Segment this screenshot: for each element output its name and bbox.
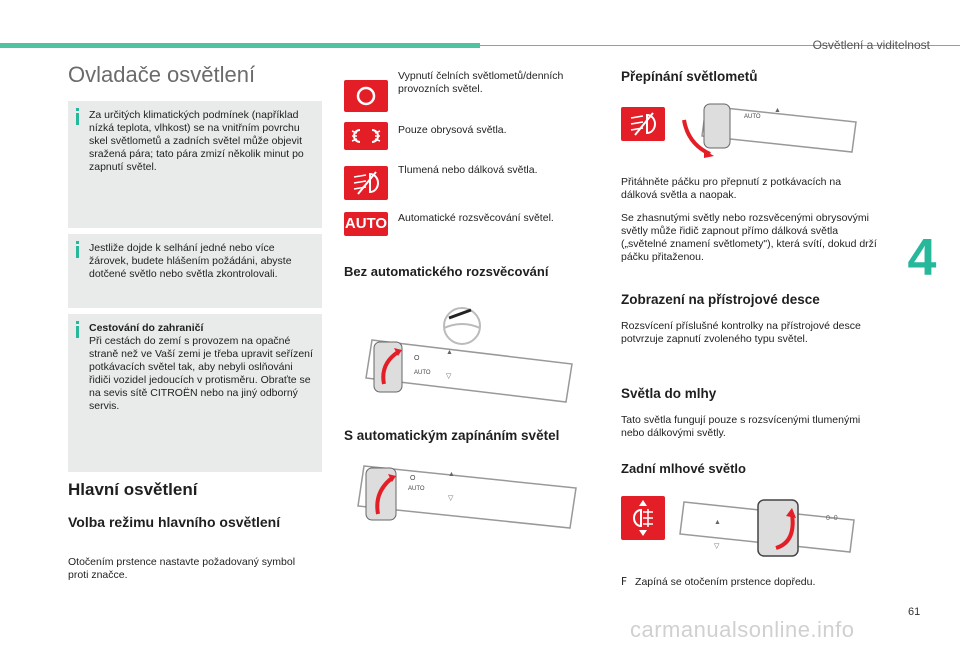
headlights-icon	[621, 107, 665, 141]
mode-headlights-text: Tlumená nebo dálková světla.	[398, 164, 538, 176]
svg-text:▽: ▽	[714, 543, 720, 550]
chapter-number: 4	[907, 229, 937, 287]
svg-text:▲: ▲	[714, 519, 721, 526]
svg-text:O: O	[410, 475, 416, 482]
info-text: Za určitých klimatických podmínek (například nízká teplota, vlhkost) se na vnitřním povrchu skel světlometů a zadních světel může objevit sražená pára; tato pára zmizí několik minut po zapnutí světel.	[89, 109, 304, 173]
mode-sidelights-text: Pouze obrysová světla.	[398, 124, 507, 136]
watermark: carmanualsonline.info	[630, 617, 855, 642]
svg-text:▲: ▲	[448, 471, 455, 478]
svg-text:AUTO: AUTO	[744, 114, 761, 120]
rear-fog-heading: Zadní mlhové světlo	[621, 461, 746, 476]
stalk-illustration-switch	[676, 96, 866, 158]
page-number: 61	[908, 606, 921, 618]
rear-fog-text: F Zapíná se otočením prstence dopředu.	[621, 576, 816, 588]
section-title: Osvětlení a viditelnost	[812, 38, 930, 52]
fog-heading: Světla do mlhy	[621, 386, 717, 401]
fog-text: Tato světla fungují pouze s rozsvícenými tlumenými nebo dálkovými světly.	[621, 414, 861, 439]
stalk-illustration-auto	[344, 452, 596, 542]
svg-text:▲: ▲	[774, 107, 781, 114]
info-icon	[76, 108, 79, 111]
svg-text:▽: ▽	[448, 495, 454, 502]
flash-text: Se zhasnutými světly nebo rozsvěcenými obrysovými světly může řidič zapnout přímo dálková světla („světelné znamení světlomety"), která svítí, dokud drží páčku přitaženou.	[621, 212, 877, 263]
info-box-travel	[68, 314, 322, 472]
svg-text:AUTO: AUTO	[414, 370, 431, 376]
dash-text: Rozsvícení příslušné kontrolky na přístrojové desce potvrzuje zapnutí zvoleného typu světel.	[621, 320, 861, 345]
info-title: Cestování do zahraničí	[89, 322, 204, 334]
page-title: Ovladače osvětlení	[68, 62, 256, 87]
info-icon	[76, 241, 79, 244]
info-icon	[76, 321, 79, 324]
info-text: Při cestách do zemí s provozem na opačné straně než ve Vaší zemi je třeba upravit seřízení potkávacích světel tak, aby nebyli oslňováni řidiči vozidel jedoucích v protisměru. Obraťte se na sevis sítě CITROËN nebo na jiný odborný servis.	[89, 335, 313, 412]
mode-off-text: Vypnutí čelních světlometů/denních provozních světel.	[398, 70, 564, 95]
with-auto-heading: S automatickým zapínáním světel	[344, 428, 560, 443]
off-icon	[344, 80, 388, 112]
header-accent-bar	[0, 43, 480, 48]
svg-text:▽: ▽	[446, 373, 452, 380]
svg-text:AUTO: AUTO	[408, 486, 425, 492]
switch-heading: Přepínání světlometů	[621, 69, 758, 84]
mode-auto-text: Automatické rozsvěcování světel.	[398, 212, 554, 224]
info-box-condensation	[68, 101, 322, 228]
info-box-bulbs	[68, 234, 322, 308]
mode-heading: Volba režimu hlavního osvětlení	[68, 514, 281, 530]
dash-heading: Zobrazení na přístrojové desce	[621, 292, 820, 307]
sidelights-icon	[344, 122, 388, 150]
svg-text:0–0: 0–0	[826, 515, 838, 522]
stalk-illustration-manual	[344, 298, 596, 408]
headlights-icon	[344, 166, 388, 200]
bullet-marker: F	[621, 576, 628, 588]
svg-text:O: O	[414, 355, 420, 362]
mode-text: Otočením prstence nastavte požadovaný symbol proti značce.	[68, 556, 296, 581]
rear-fog-icon	[621, 496, 665, 540]
info-text: Jestliže dojde k selhání jedné nebo více žárovek, budete hlášením požádáni, abyste dotčené světlo nebo světla zkontrolovali.	[89, 242, 292, 280]
switch-text: Přitáhněte páčku pro přepnutí z potkávacích na dálková světla a naopak.	[621, 176, 842, 201]
stalk-illustration-rear-fog	[676, 490, 866, 564]
main-lighting-heading: Hlavní osvětlení	[68, 480, 198, 499]
svg-text:▲: ▲	[446, 349, 453, 356]
without-auto-heading: Bez automatického rozsvěcování	[344, 264, 549, 279]
auto-icon: AUTO	[344, 212, 388, 236]
